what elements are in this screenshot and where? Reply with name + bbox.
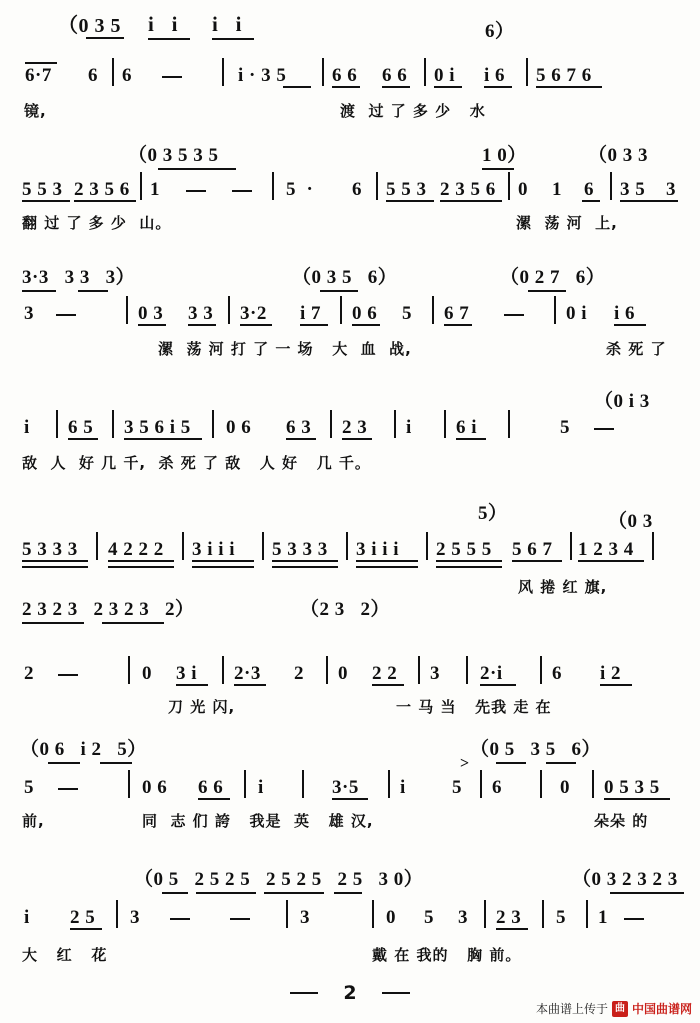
barline [212, 410, 214, 438]
beam [148, 38, 190, 40]
beam [440, 200, 502, 202]
system-6-note: 2 [24, 663, 34, 684]
barline [586, 900, 588, 928]
system-7-note: 0 [560, 777, 570, 798]
system-6-note: 2 [294, 663, 304, 684]
beam [86, 37, 124, 39]
barline [112, 58, 114, 86]
beam [614, 324, 646, 326]
system-7-note: 0 6 [142, 777, 168, 798]
beam [620, 200, 678, 202]
beam [78, 290, 108, 292]
barline [340, 296, 342, 324]
system-8-lyrics: 戴 在 我的 胸 前。 [372, 946, 522, 964]
system-5-note: 3 i i i [192, 539, 236, 560]
beam [320, 290, 358, 292]
barline [526, 58, 528, 86]
system-2-note: 5 · [286, 179, 314, 200]
beam [372, 684, 404, 686]
beam [212, 38, 254, 40]
beam [496, 762, 526, 764]
system-6-note: 0 [142, 663, 152, 684]
system-1-note: 5 6 7 6 [536, 65, 592, 86]
system-4-note: 2 3 [342, 417, 368, 438]
system-3-note: 3·2 [240, 303, 267, 324]
system-6-note: 6 [552, 663, 562, 684]
sustain-dash [56, 314, 76, 316]
barline [418, 656, 420, 684]
system-1-note: i · 3 5 [238, 65, 287, 86]
beam [108, 566, 174, 568]
system-3-lyrics: 漯 荡 河 打 了 一 场 大 血 战, [158, 340, 412, 358]
beam [283, 86, 311, 88]
beam [610, 892, 684, 894]
barline [610, 172, 612, 200]
system-6-note: 2·i [480, 663, 503, 684]
system-5-note: 5 6 7 [512, 539, 553, 560]
system-7-note: 0 5 3 5 [604, 777, 660, 798]
beam [482, 168, 514, 170]
system-6-note: i 2 [600, 663, 622, 684]
beam [352, 324, 380, 326]
system-5-note: 4 2 2 2 [108, 539, 164, 560]
system-4-note: i [406, 417, 412, 438]
sustain-dash [624, 918, 644, 920]
beam [198, 798, 230, 800]
barline [302, 770, 304, 798]
system-8-note: 3 [458, 907, 468, 928]
site-logo-icon: 曲 [612, 1001, 628, 1017]
beam [546, 762, 576, 764]
barline [116, 900, 118, 928]
system-2-note: 3 5 [620, 179, 646, 200]
system-8-note: 5 [556, 907, 566, 928]
beam [334, 892, 362, 894]
beam [456, 438, 486, 440]
sustain-dash [58, 788, 78, 790]
system-2-note: 3 [666, 179, 676, 200]
beam [600, 684, 632, 686]
beam [138, 324, 166, 326]
sustain-dash [230, 918, 250, 920]
system-1-note: 6 [88, 65, 98, 86]
barline [592, 770, 594, 798]
system-4-note: 6 i [456, 417, 478, 438]
system-7-note: 3·5 [332, 777, 359, 798]
beam [528, 290, 566, 292]
beam [102, 622, 164, 624]
system-1-pickup-notes-b: i i [212, 12, 242, 36]
beam [22, 290, 56, 292]
barline [554, 296, 556, 324]
barline [126, 296, 128, 324]
system-6-note: 3 [430, 663, 440, 684]
system-2-note: 0 [518, 179, 528, 200]
beam [22, 560, 88, 562]
barline [376, 172, 378, 200]
system-2-note: 6 [584, 179, 594, 200]
barline [96, 532, 98, 560]
system-8-note: i [24, 907, 30, 928]
system-6-lyrics: 刀 光 闪, [168, 698, 236, 716]
beam [272, 560, 338, 562]
system-7-accent: > [460, 755, 470, 772]
system-4-note: 6 3 [286, 417, 312, 438]
beam [300, 324, 328, 326]
sustain-dash [232, 190, 252, 192]
system-3-note: i 6 [614, 303, 636, 324]
beam [74, 200, 136, 202]
barline [222, 656, 224, 684]
sustain-dash [162, 76, 182, 78]
system-8-above-right: （0 3 2 3 2 3 [572, 869, 678, 890]
barline [128, 656, 130, 684]
barline [228, 296, 230, 324]
barline [222, 58, 224, 86]
system-8-note: 3 [300, 907, 310, 928]
system-2-above-right: （0 3 3 [588, 145, 649, 166]
beam [192, 560, 254, 562]
system-3-above-right: （0 2 7 6） [500, 267, 606, 288]
system-1-note: 6 6 [382, 65, 408, 86]
beam [356, 566, 418, 568]
beam [484, 86, 512, 88]
beam [234, 684, 266, 686]
system-6-note: 3 i [176, 663, 198, 684]
system-7-note: 5 [24, 777, 34, 798]
system-5-above-mid: 5） [478, 503, 508, 524]
beam [124, 438, 202, 440]
system-5-note: 5 3 3 3 [272, 539, 328, 560]
barline [56, 410, 58, 438]
barline [112, 410, 114, 438]
barline [426, 532, 428, 560]
system-1-pickup-notes-a: i i [148, 12, 178, 36]
beam [582, 200, 600, 202]
system-1-lyrics: 渡 过 了 多 少 水 [340, 102, 486, 120]
system-7-note: 6 [492, 777, 502, 798]
system-7-lyrics: 同 志 们 誇 我是 英 雄 汉, [142, 812, 374, 830]
barline [372, 900, 374, 928]
system-1-note: 6·7 [25, 65, 52, 86]
beam [192, 566, 254, 568]
barline [540, 770, 542, 798]
footer-credit [536, 1000, 692, 1017]
barline [432, 296, 434, 324]
system-2-note: 2 3 5 6 [74, 179, 130, 200]
barline [570, 532, 572, 560]
system-7-lyrics: 前, [22, 812, 45, 830]
beam [240, 324, 272, 326]
barline [322, 58, 324, 86]
barline [444, 410, 446, 438]
system-2-note: 2 3 5 6 [440, 179, 496, 200]
beam [22, 622, 84, 624]
barline [394, 410, 396, 438]
beam [108, 560, 174, 562]
system-1-note: 6 6 [332, 65, 358, 86]
beam [48, 762, 80, 764]
beam [176, 684, 208, 686]
beam [578, 560, 644, 562]
system-6-above-mid: （2 3 2） [300, 599, 391, 620]
beam [25, 62, 57, 64]
system-5-note: 3 i i i [356, 539, 400, 560]
system-8-note: 3 [130, 907, 140, 928]
barline [140, 172, 142, 200]
beam [162, 892, 188, 894]
beam [272, 566, 338, 568]
system-1-note: i 6 [484, 65, 506, 86]
system-8-note: 5 [424, 907, 434, 928]
beam [496, 928, 528, 930]
barline [508, 410, 510, 438]
system-7-note: 5 [452, 777, 462, 798]
system-2-note: 6 [352, 179, 362, 200]
sustain-dash [186, 190, 206, 192]
system-2-above-mid: 1 0） [482, 145, 527, 166]
beam [382, 86, 410, 88]
system-3-lyrics: 杀 死 了 [606, 340, 667, 358]
barline [424, 58, 426, 86]
system-3-above-mid: （0 3 5 6） [292, 267, 398, 288]
beam [356, 560, 418, 562]
beam [604, 798, 670, 800]
beam [436, 566, 502, 568]
barline [542, 900, 544, 928]
system-3-note: i 7 [300, 303, 322, 324]
barline [244, 770, 246, 798]
system-2-above-left: （0 3 5 3 5 [128, 145, 219, 166]
system-4-note: 6 5 [68, 417, 94, 438]
beam [434, 86, 462, 88]
system-1-lyrics: 镜, [24, 102, 47, 120]
system-3-note: 0 3 [138, 303, 164, 324]
system-5-note: 2 5 5 5 [436, 539, 492, 560]
beam [444, 324, 472, 326]
system-2-lyrics: 翻 过 了 多 少 山。 [22, 214, 172, 232]
beam [332, 86, 360, 88]
barline [652, 532, 654, 560]
system-8-note: 1 [598, 907, 608, 928]
system-7-lyrics: 朵朵 的 [594, 812, 649, 830]
system-5-above-right: （0 3 [608, 511, 653, 532]
beam [22, 200, 70, 202]
barline [330, 410, 332, 438]
sustain-dash [594, 428, 614, 430]
barline [540, 656, 542, 684]
system-7-above-right: （0 5 3 5 6） [470, 739, 602, 760]
system-8-above-left: （0 5 2 5 2 5 2 5 2 5 2 5 3 0） [134, 869, 424, 890]
system-1-note: 0 i [434, 65, 456, 86]
beam [536, 86, 602, 88]
beam [512, 560, 562, 562]
barline [286, 900, 288, 928]
system-3-note: 0 i [566, 303, 588, 324]
page-number: 2 [343, 982, 357, 1004]
beam [286, 438, 316, 440]
barline [128, 770, 130, 798]
system-4-note: i [24, 417, 30, 438]
system-6-above-left: 2 3 2 3 2 3 2 3 2） [22, 599, 195, 620]
beam [70, 928, 102, 930]
system-5-note: 1 2 3 4 [578, 539, 634, 560]
system-4-note: 0 6 [226, 417, 252, 438]
system-2-note: 5 5 3 [386, 179, 427, 200]
system-7-note: i [258, 777, 264, 798]
system-3-note: 6 7 [444, 303, 470, 324]
beam [332, 798, 368, 800]
system-5-lyrics: 风 捲 红 旗, [518, 578, 608, 596]
system-3-note: 5 [402, 303, 412, 324]
system-6-note: 2·3 [234, 663, 261, 684]
sustain-dash [504, 314, 524, 316]
barline [388, 770, 390, 798]
beam [386, 200, 434, 202]
beam [100, 762, 132, 764]
system-3-above-left: 3·3 3 3 3） [22, 267, 136, 288]
system-4-lyrics: 敌 人 好 几 千, 杀 死 了 敌 人 好 几 千。 [22, 454, 371, 472]
system-2-lyrics: 漯 荡 河 上, [516, 214, 618, 232]
footer-text: 本曲谱上传于 [535, 1002, 608, 1016]
system-4-above-right: （0 i 3 [594, 391, 650, 412]
beam [22, 566, 88, 568]
barline [182, 532, 184, 560]
beam [188, 324, 216, 326]
beam [436, 560, 502, 562]
system-6-note: 2 2 [372, 663, 398, 684]
system-8-note: 2 5 [70, 907, 96, 928]
system-4-note: 5 [560, 417, 570, 438]
footer-brand[interactable]: 中国曲谱网 [631, 1002, 692, 1016]
system-2-note: 1 [552, 179, 562, 200]
beam [196, 892, 256, 894]
beam [68, 438, 98, 440]
barline [326, 656, 328, 684]
system-3-note: 0 6 [352, 303, 378, 324]
sustain-dash [58, 674, 78, 676]
beam [480, 684, 516, 686]
system-1-pickup: （0 3 5 [58, 15, 121, 37]
system-1-note: 6 [122, 65, 132, 86]
barline [480, 770, 482, 798]
system-6-lyrics: 一 马 当 先我 走 在 [396, 698, 552, 716]
system-7-note: 6 6 [198, 777, 224, 798]
system-3-note: 3 [24, 303, 34, 324]
system-2-note: 1 [150, 179, 160, 200]
barline [508, 172, 510, 200]
system-7-above-left: （0 6 i 2 5） [20, 739, 147, 760]
system-8-note: 0 [386, 907, 396, 928]
system-2-note: 5 5 3 [22, 179, 63, 200]
system-5-note: 5 3 3 3 [22, 539, 78, 560]
system-3-note: 3 3 [188, 303, 214, 324]
barline [466, 656, 468, 684]
system-1-above-right: 6） [485, 21, 515, 42]
sustain-dash [170, 918, 190, 920]
system-8-lyrics: 大 红 花 [22, 946, 108, 964]
page-rule-right [382, 992, 410, 994]
beam [264, 892, 324, 894]
beam [158, 168, 236, 170]
system-4-note: 3 5 6 i 5 [124, 417, 191, 438]
system-7-note: i [400, 777, 406, 798]
barline [484, 900, 486, 928]
system-8-note: 2 3 [496, 907, 522, 928]
barline [262, 532, 264, 560]
beam [342, 438, 372, 440]
barline [272, 172, 274, 200]
barline [346, 532, 348, 560]
system-6-note: 0 [338, 663, 348, 684]
